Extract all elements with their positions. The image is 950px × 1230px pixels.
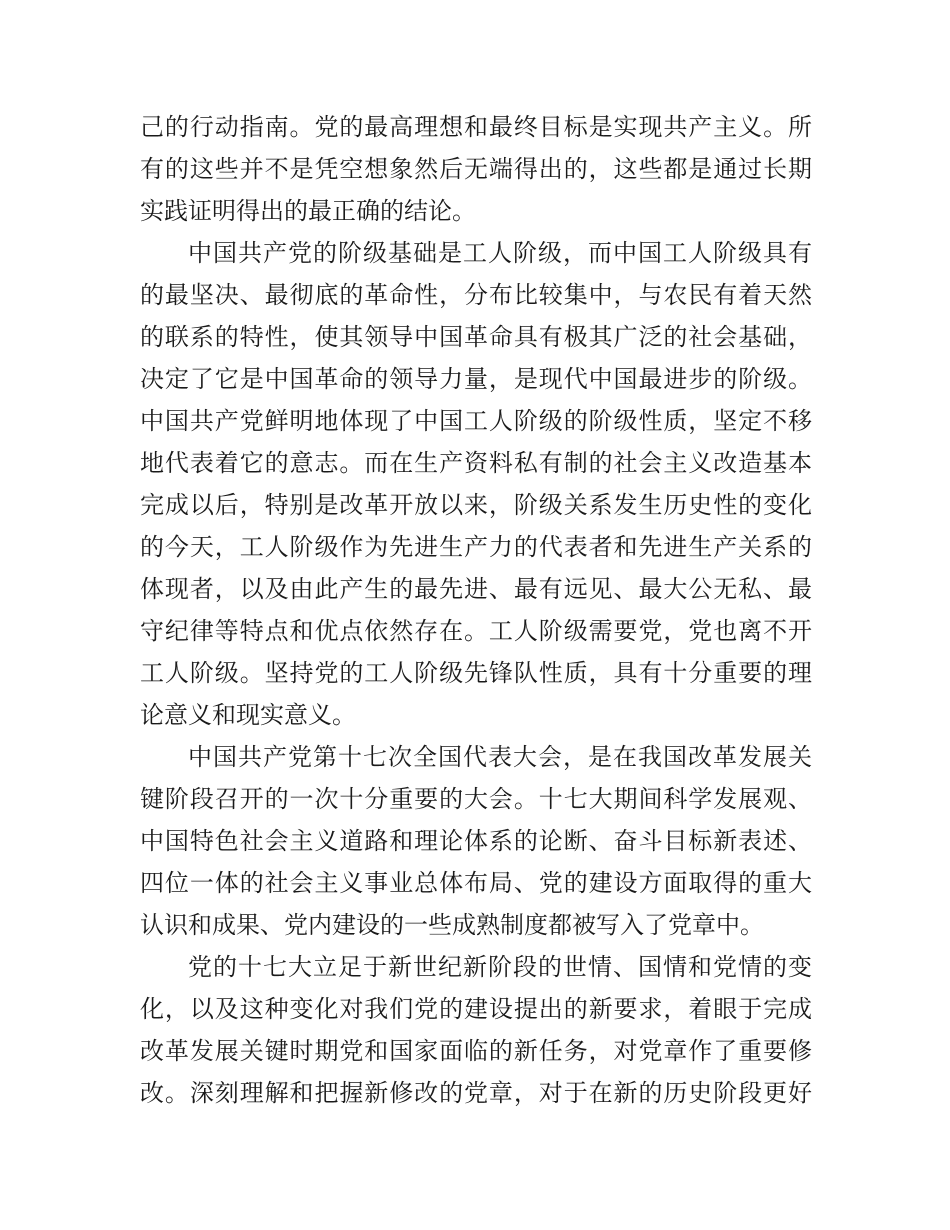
text-line: 中国共产党第十七次全国代表大会，是在我国改革发展关 bbox=[188, 743, 812, 771]
text-line: 的今天，工人阶级作为先进生产力的代表者和先进生产关系的 bbox=[140, 533, 812, 561]
text-line: 中国共产党的阶级基础是工人阶级，而中国工人阶级具有 bbox=[188, 239, 812, 267]
paragraph-3 bbox=[140, 736, 812, 946]
text-line: 改。深刻理解和把握新修改的党章，对于在新的历史阶段更好 bbox=[140, 1079, 812, 1107]
text-line: 己的行动指南。党的最高理想和最终目标是实现共产主义。所 bbox=[140, 113, 812, 141]
text-line: 守纪律等特点和优点依然存在。工人阶级需要党，党也离不开 bbox=[140, 617, 812, 645]
text-line: 工人阶级。坚持党的工人阶级先锋队性质，具有十分重要的理 bbox=[140, 659, 812, 687]
text-line: 决定了它是中国革命的领导力量，是现代中国最进步的阶级。 bbox=[140, 365, 812, 393]
text-line: 党的十七大立足于新世纪新阶段的世情、国情和党情的变 bbox=[188, 953, 812, 981]
text-line: 地代表着它的意志。而在生产资料私有制的社会主义改造基本 bbox=[140, 449, 812, 477]
paragraph-4 bbox=[140, 946, 812, 1114]
paragraph-1 bbox=[140, 106, 812, 232]
text-line: 认识和成果、党内建设的一些成熟制度都被写入了党章中。 bbox=[140, 911, 764, 939]
text-line: 的最坚决、最彻底的革命性，分布比较集中，与农民有着天然 bbox=[140, 281, 812, 309]
text-line: 论意义和现实意义。 bbox=[140, 701, 356, 729]
text-line: 中国共产党鲜明地体现了中国工人阶级的阶级性质，坚定不移 bbox=[140, 407, 812, 435]
text-line: 键阶段召开的一次十分重要的大会。十七大期间科学发展观、 bbox=[140, 785, 812, 813]
text-line: 有的这些并不是凭空想象然后无端得出的，这些都是通过长期 bbox=[140, 155, 812, 183]
text-line: 四位一体的社会主义事业总体布局、党的建设方面取得的重大 bbox=[140, 869, 812, 897]
text-line: 完成以后，特别是改革开放以来，阶级关系发生历史性的变化 bbox=[140, 491, 812, 519]
text-line: 中国特色社会主义道路和理论体系的论断、奋斗目标新表述、 bbox=[140, 827, 812, 855]
text-line: 实践证明得出的最正确的结论。 bbox=[140, 197, 476, 225]
paragraph-2 bbox=[140, 232, 812, 736]
text-line: 体现者，以及由此产生的最先进、最有远见、最大公无私、最 bbox=[140, 575, 812, 603]
text-line: 改革发展关键时期党和国家面临的新任务，对党章作了重要修 bbox=[140, 1037, 812, 1065]
text-line: 的联系的特性，使其领导中国革命具有极其广泛的社会基础， bbox=[140, 323, 812, 351]
text-line: 化，以及这种变化对我们党的建设提出的新要求，着眼于完成 bbox=[140, 995, 812, 1023]
body-text bbox=[140, 106, 812, 1114]
